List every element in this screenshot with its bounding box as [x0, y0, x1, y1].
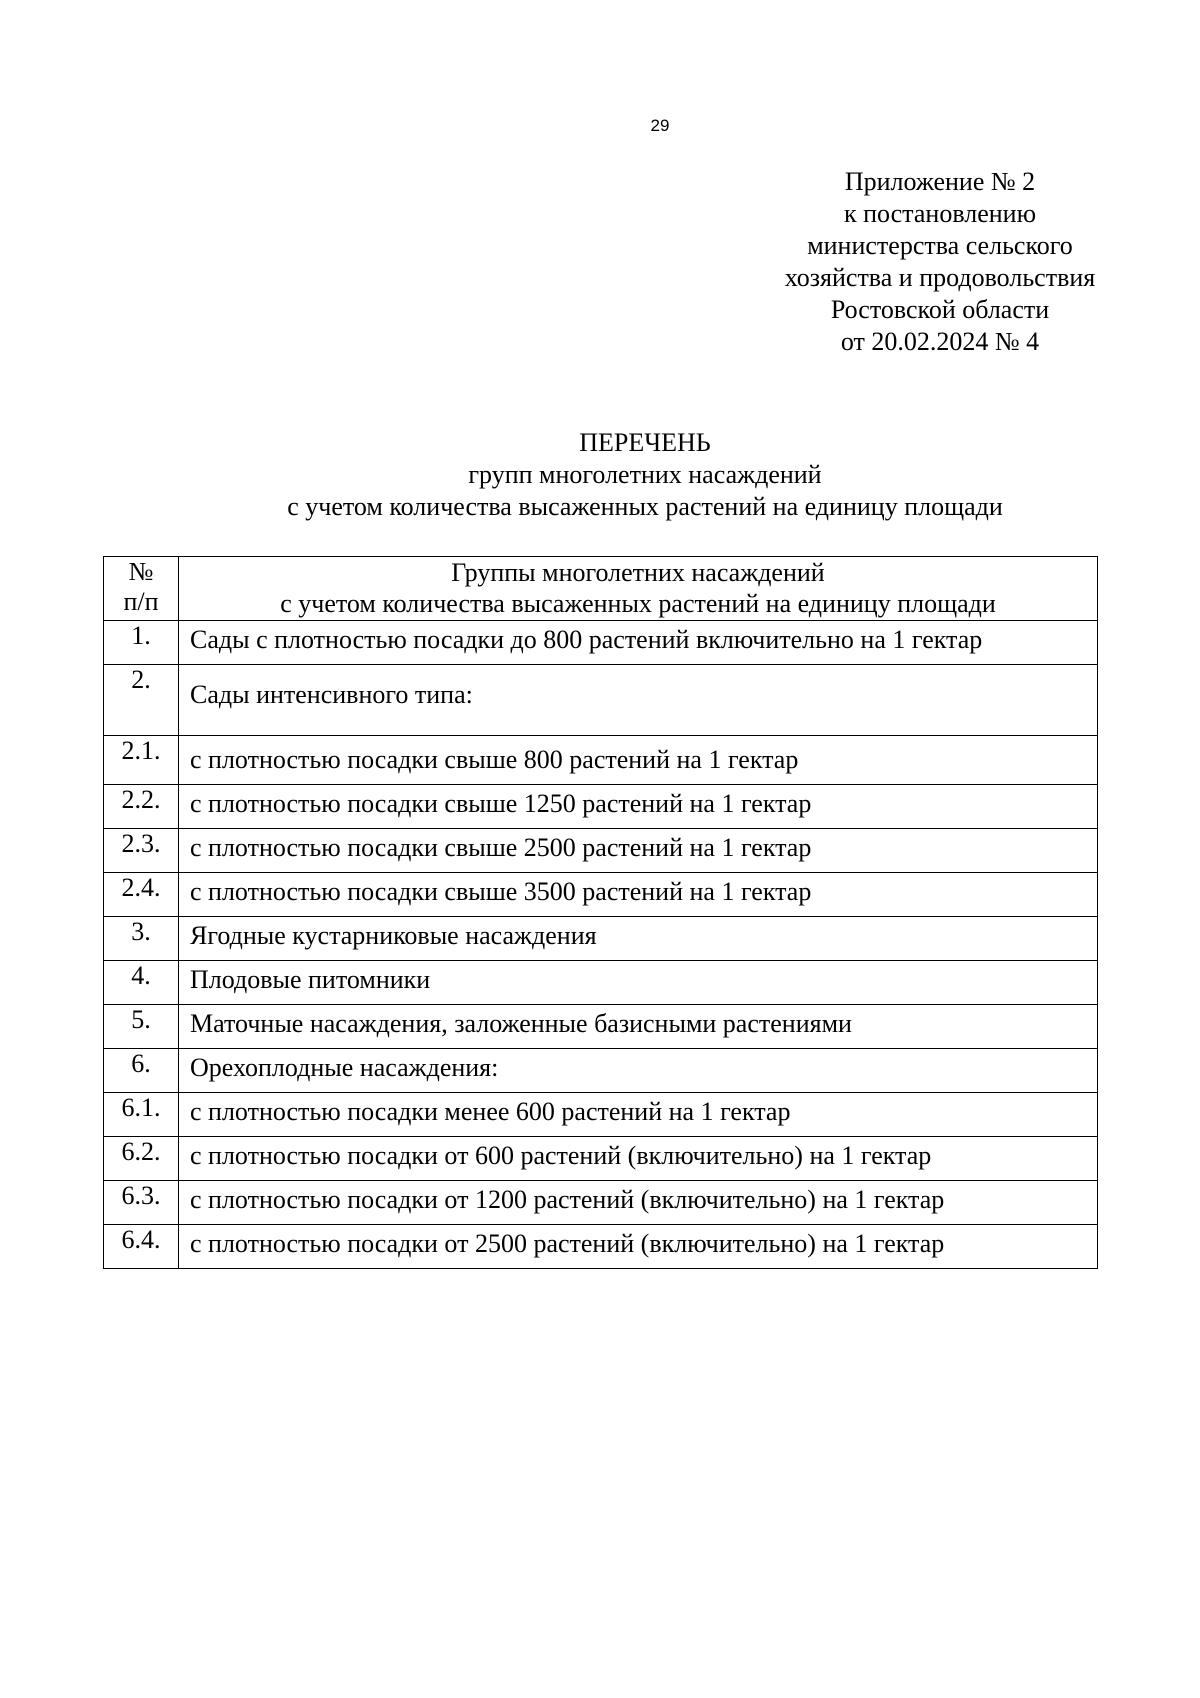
- row-name: Сады с плотностью посадки до 800 растений включительно на 1 гектар: [179, 621, 1098, 665]
- table-row: [104, 1005, 1098, 1049]
- groups-table: [103, 556, 1098, 1269]
- table-row: [104, 665, 1098, 736]
- row-name: с плотностью посадки свыше 3500 растений на 1 гектар: [179, 873, 1098, 917]
- appendix-line: Приложение № 2: [844, 167, 1036, 196]
- table-row: [104, 1049, 1098, 1093]
- appendix-line: от 20.02.2024 № 4: [840, 327, 1040, 356]
- row-number: 6.1.: [104, 1093, 179, 1137]
- table-row: [104, 873, 1098, 917]
- column-header-name: [179, 557, 1098, 621]
- row-number: 3.: [104, 917, 179, 961]
- table-row: [104, 917, 1098, 961]
- title-heading: ПЕРЕЧЕНЬ: [579, 428, 711, 457]
- appendix-line: министерства сельского: [807, 231, 1073, 260]
- row-name: Орехоплодные насаждения:: [179, 1049, 1098, 1093]
- header-number-line: п/п: [123, 587, 159, 616]
- row-name: с плотностью посадки от 1200 растений (включительно) на 1 гектар: [179, 1181, 1098, 1225]
- row-name: с плотностью посадки от 600 растений (включительно) на 1 гектар: [179, 1137, 1098, 1181]
- title-subtitle: групп многолетних насаждений: [468, 460, 822, 489]
- column-header-number: [104, 557, 179, 621]
- row-number: 6.2.: [104, 1137, 179, 1181]
- row-name: Плодовые питомники: [179, 961, 1098, 1005]
- row-number: 4.: [104, 961, 179, 1005]
- appendix-line: к постановлению: [843, 199, 1037, 228]
- appendix-line: хозяйства и продовольствия: [784, 263, 1096, 292]
- table-row: [104, 829, 1098, 873]
- row-name: с плотностью посадки свыше 800 растений на 1 гектар: [179, 736, 1098, 785]
- row-name: с плотностью посадки от 2500 растений (включительно) на 1 гектар: [179, 1225, 1098, 1269]
- table-row: [104, 1181, 1098, 1225]
- appendix-block: [760, 166, 1120, 358]
- table-row: [104, 1137, 1098, 1181]
- row-number: 6.3.: [104, 1181, 179, 1225]
- row-number: 2.4.: [104, 873, 179, 917]
- row-number: 2.2.: [104, 785, 179, 829]
- table-row: [104, 961, 1098, 1005]
- table-row: [104, 736, 1098, 785]
- table-header-row: [104, 557, 1098, 621]
- appendix-line: Ростовской области: [830, 295, 1050, 324]
- row-name: с плотностью посадки свыше 1250 растений на 1 гектар: [179, 785, 1098, 829]
- row-number: 6.: [104, 1049, 179, 1093]
- table-row: [104, 1225, 1098, 1269]
- row-name: с плотностью посадки свыше 2500 растений на 1 гектар: [179, 829, 1098, 873]
- row-name: с плотностью посадки менее 600 растений на 1 гектар: [179, 1093, 1098, 1137]
- row-name: Сады интенсивного типа:: [179, 665, 1098, 736]
- document-title: [150, 427, 1140, 523]
- header-name-line: Группы многолетних насаждений: [451, 558, 825, 587]
- row-number: 2.3.: [104, 829, 179, 873]
- row-name: Ягодные кустарниковые насаждения: [179, 917, 1098, 961]
- row-number: 2.: [104, 665, 179, 736]
- header-number-line: №: [128, 557, 154, 586]
- row-number: 2.1.: [104, 736, 179, 785]
- table-row: [104, 1093, 1098, 1137]
- header-name-line: с учетом количества высаженных растений на единицу площади: [280, 589, 996, 618]
- row-number: 6.4.: [104, 1225, 179, 1269]
- row-number: 1.: [104, 621, 179, 665]
- table-row: [104, 785, 1098, 829]
- page-number: 29: [650, 116, 670, 135]
- row-name: Маточные насаждения, заложенные базисными растениями: [179, 1005, 1098, 1049]
- table-row: [104, 621, 1098, 665]
- title-subtitle: с учетом количества высаженных растений на единицу площади: [287, 492, 1003, 521]
- row-number: 5.: [104, 1005, 179, 1049]
